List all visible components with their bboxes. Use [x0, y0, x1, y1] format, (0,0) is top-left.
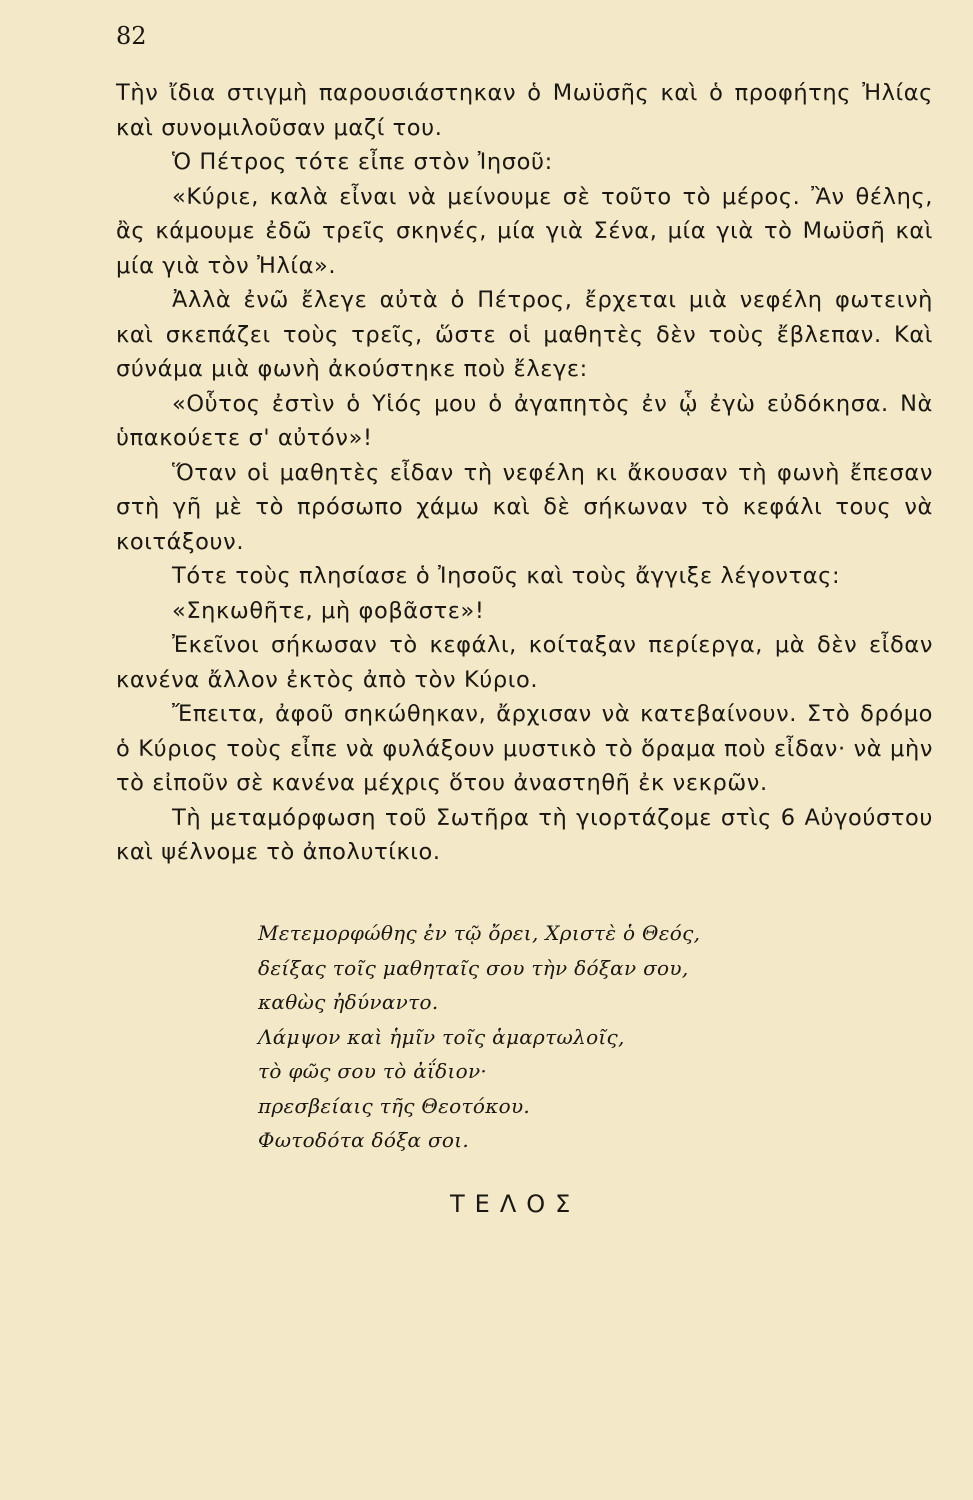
- hymn-line: καθὼς ἠδύναντο.: [258, 990, 439, 1014]
- page-number: 82: [116, 22, 147, 50]
- paragraph: Ὅταν οἱ μαθητὲς εἶδαν τὴ νεφέλη κι ἄκουσαν τὴ φωνὴ ἔπεσαν στὴ γῆ μὲ τὸ πρόσωπο χάμω καὶ δὲ σήκωναν τὸ κεφάλι τους νὰ κοιτάξουν.: [116, 459, 933, 555]
- hymn-line: τὸ φῶς σου τὸ ἀΐδιον·: [258, 1059, 488, 1083]
- paragraph: Τὴ μεταμόρφωση τοῦ Σωτῆρα τὴ γιορτάζομε στὶς 6 Αὐγούστου καὶ ψέλνομε τὸ ἀπολυτίκιο.: [116, 804, 933, 865]
- paragraph: «Οὗτος ἐστὶν ὁ Υἱός μου ὁ ἀγαπητὸς ἐν ᾧ ἐγὼ εὐδόκησα. Νὰ ὑπακούετε σ' αὐτόν»!: [116, 390, 933, 451]
- hymn-line: πρεσβείαις τῆς Θεοτόκου.: [258, 1093, 531, 1118]
- apolytikion-hymn: [258, 916, 700, 1158]
- paragraph: Ὁ Πέτρος τότε εἶπε στὸν Ἰησοῦ:: [172, 149, 553, 175]
- hymn-line: Φωτοδότα δόξα σοι.: [258, 1128, 470, 1152]
- paragraph: Ἐκεῖνοι σήκωσαν τὸ κεφάλι, κοίταξαν περίεργα, μὰ δὲν εἶδαν κανένα ἄλλον ἐκτὸς ἀπὸ τὸν Κύριο.: [116, 632, 933, 693]
- hymn-line: Μετεμορφώθης ἐν τῷ ὄρει, Χριστὲ ὁ Θεός,: [258, 921, 701, 945]
- the-end-heading: ΤΕΛΟΣ: [450, 1190, 581, 1218]
- paragraph: «Κύριε, καλὰ εἶναι νὰ μείνουμε σὲ τοῦτο τὸ μέρος. Ἂν θέλης, ἂς κάμουμε ἐδῶ τρεῖς σκηνές, μία γιὰ Σένα, μία γιὰ τὸ Μωϋσῆ καὶ μία γιὰ τὸν Ἠλία».: [116, 183, 933, 279]
- body-text: [116, 76, 933, 870]
- hymn-line: Λάμψον καὶ ἡμῖν τοῖς ἁμαρτωλοῖς,: [258, 1024, 625, 1049]
- paragraph: Τότε τοὺς πλησίασε ὁ Ἰησοῦς καὶ τοὺς ἄγγιξε λέγοντας:: [172, 563, 841, 589]
- hymn-line: δείξας τοῖς μαθηταῖς σου τὴν δόξαν σου,: [258, 955, 689, 980]
- paragraph: Ἔπειτα, ἀφοῦ σηκώθηκαν, ἄρχισαν νὰ κατεβαίνουν. Στὸ δρόμο ὁ Κύριος τοὺς εἶπε νὰ φυλάξουν μυστικὸ τὸ ὅραμα ποὺ εἶδαν· νὰ μὴν τὸ εἰποῦν σὲ κανένα μέχρις ὅτου ἀναστηθῆ ἐκ νεκρῶν.: [116, 701, 933, 796]
- paragraph: Τὴν ἴδια στιγμὴ παρουσιάστηκαν ὁ Μωϋσῆς καὶ ὁ προφήτης Ἠλίας καὶ συνομιλοῦσαν μαζί του.: [116, 80, 933, 141]
- paragraph: «Σηκωθῆτε, μὴ φοβᾶστε»!: [172, 597, 485, 624]
- paragraph: Ἀλλὰ ἐνῶ ἔλεγε αὐτὰ ὁ Πέτρος, ἔρχεται μιὰ νεφέλη φωτεινὴ καὶ σκεπάζει τοὺς τρεῖς, ὥστε οἱ μαθητὲς δὲν τοὺς ἔβλεπαν. Καὶ σύνάμα μιὰ φωνὴ ἀκούστηκε ποὺ ἔλεγε:: [116, 287, 933, 382]
